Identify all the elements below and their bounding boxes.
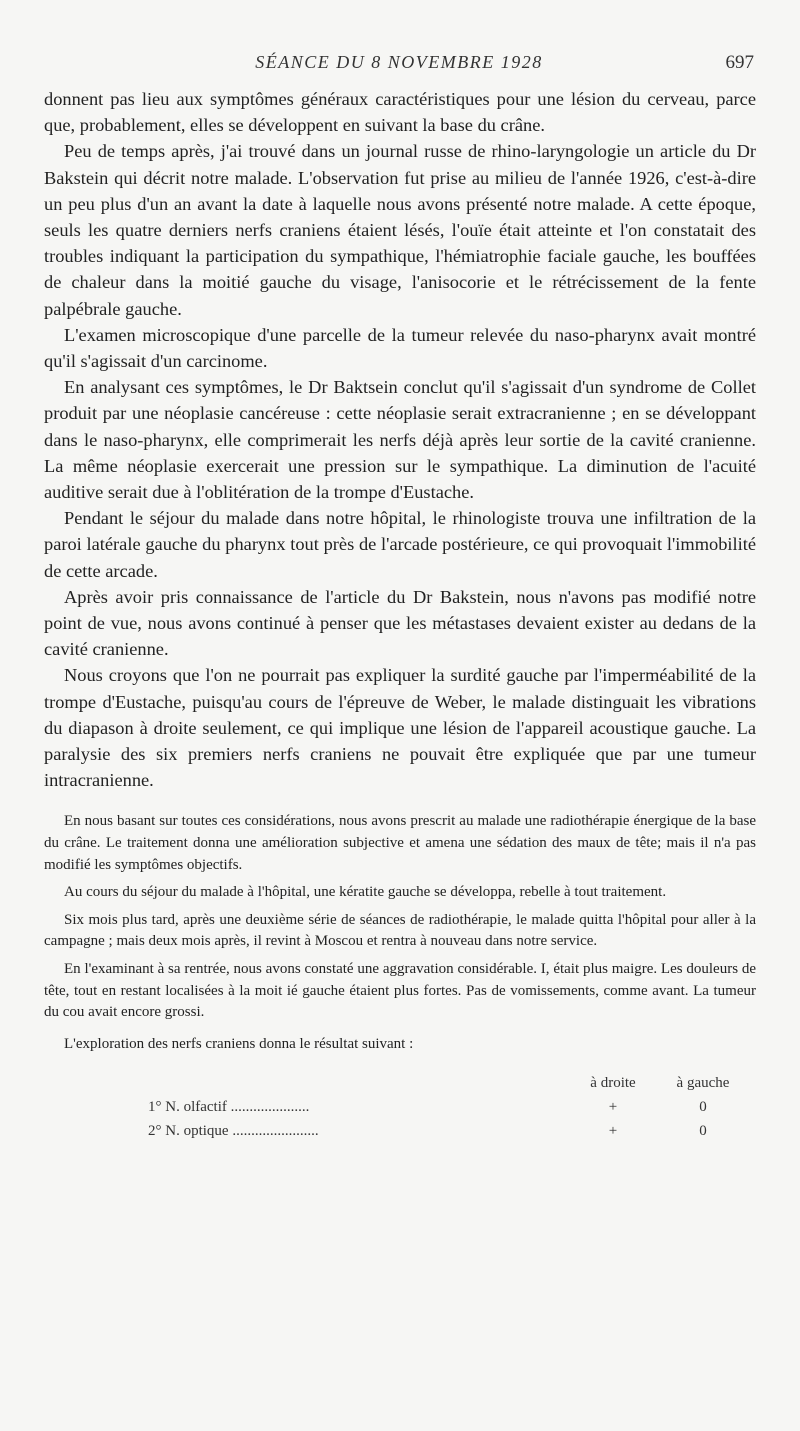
main-text [44, 86, 756, 793]
nerve-right: + [608, 1122, 618, 1139]
exam-intro-block [44, 1034, 756, 1056]
table-row [44, 1119, 748, 1143]
running-title: SÉANCE DU 8 NOVEMBRE 1928 [255, 52, 543, 72]
paragraph: Pendant le séjour du malade dans notre hôpital, le rhinologiste trouva une infiltration de la paroi latérale gauche du pharynx tout près de l'arcade postérieure, ce qui provoquait l'immobilité de cette arcade. [44, 508, 756, 581]
header-left: à gauche [676, 1074, 730, 1091]
page-header [44, 52, 754, 78]
nerve-left: 0 [699, 1122, 707, 1139]
exam-intro: L'exploration des nerfs craniens donna le résultat suivant : [64, 1035, 414, 1052]
paragraph: Nous croyons que l'on ne pourrait pas expliquer la surdité gauche par l'imperméabilité de la trompe d'Eustache, puisqu'au cours de l'épreuve de Weber, le malade distinguait les vibrations du diapason à droite seulement, ce qui implique une lésion de l'appareil acoustique gauche. La paralysie des six premiers nerfs craniens ne pouvait être expliquée que par une tumeur intracranienne. [44, 665, 756, 791]
paragraph: Peu de temps après, j'ai trouvé dans un journal russe de rhino-laryngologie un article du Dr Bakstein qui décrit notre malade. L'observation fut prise au milieu de l'année 1926, c'est-à-dire un peu plus d'un an avant la date à laquelle nous avons présenté notre malade. A cette époque, seuls les quatre derniers nerfs craniens étaient lésés, l'ouïe était atteinte et l'on constatait des troubles indiquant la participation du sympathique, l'hémiatrophie faciale gauche, les bouffées de chaleur dans la moitié gauche du visage, l'anisocorie et le rétrécissement de la fente palpébrale gauche. [44, 141, 756, 319]
paragraph: L'examen microscopique d'une parcelle de la tumeur relevée du naso-pharynx avait montré qu'il s'agissait d'un carcinome. [44, 324, 756, 372]
paragraph: donnent pas lieu aux symptômes généraux caractéristiques pour une lésion du cerveau, parce que, probablement, elles se développent en suivant la base du crâne. [44, 89, 756, 136]
small-print-section [44, 811, 756, 1023]
nerve-right: + [608, 1098, 618, 1115]
table-row [44, 1095, 748, 1119]
page-number: 697 [725, 52, 754, 73]
small-paragraph: Six mois plus tard, après une deuxième série de séances de radiothérapie, le malade quitta l'hôpital pour aller à la campagne ; mais deux mois après, il revint à Moscou et rentra à nouveau dans notre service. [44, 911, 756, 950]
small-paragraph: En l'examinant à sa rentrée, nous avons constaté une aggravation considérable. I, était plus maigre. Les douleurs de tête, tout en restant localisées à la moit ié gauche étaient plus fortes. Pas de vomissements, comme avant. La tumeur du cou avait encore grossi. [44, 961, 756, 1021]
paragraph: En analysant ces symptômes, le Dr Baktsein conclut qu'il s'agissait d'un syndrome de Collet produit par une néoplasie cancéreuse : cette néoplasie serait extracranienne ; en se développant dans le naso-pharynx, elle comprimerait les nerfs déjà après leur sortie de la cavité cranienne. La même néoplasie exercerait une pression sur le sympathique. La diminution de l'acuité auditive serait due à l'oblitération de la trompe d'Eustache. [44, 377, 756, 503]
paragraph: Après avoir pris connaissance de l'article du Dr Bakstein, nous n'avons pas modifié notre point de vue, nous avons continué à penser que les métastases devaient exister au dedans de la cavité cranienne. [44, 586, 756, 660]
nerve-left: 0 [699, 1098, 707, 1115]
small-paragraph: Au cours du séjour du malade à l'hôpital, une kératite gauche se développa, rebelle à tout traitement. [64, 884, 667, 901]
nerve-name: 1° N. olfactif ..................... [148, 1098, 310, 1115]
table-header-row [44, 1071, 748, 1095]
small-paragraph: En nous basant sur toutes ces considérations, nous avons prescrit au malade une radiothérapie énergique de la base du crâne. Le traitement donna une amélioration subjective et amena une sédation des maux de tête; mais il n'a pas modifié les symptômes objectifs. [44, 813, 756, 873]
header-nerve [44, 1071, 568, 1095]
page-body [44, 86, 756, 1143]
header-right: à droite [590, 1074, 636, 1091]
cranial-nerve-table [44, 1071, 748, 1143]
nerve-name: 2° N. optique ....................... [148, 1122, 319, 1139]
